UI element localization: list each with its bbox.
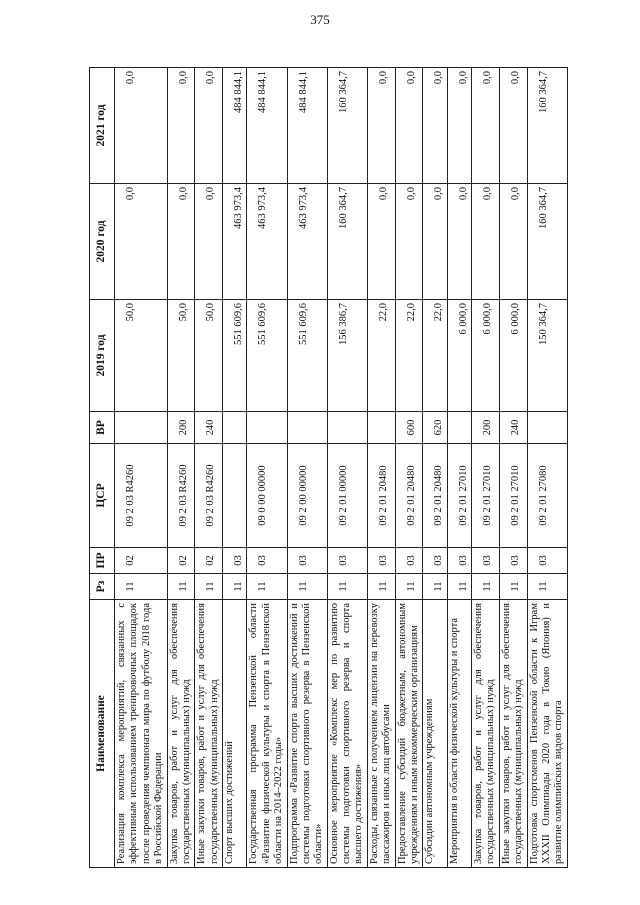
row-2020-cell: 463 973,4 <box>223 184 247 300</box>
row-vr-cell <box>287 412 327 444</box>
table-row <box>499 68 527 868</box>
row-pr-cell: 03 <box>223 548 247 574</box>
row-2020-cell: 160 364,7 <box>527 184 567 300</box>
rotated-page-content <box>89 68 565 868</box>
row-rz-cell: 11 <box>167 574 195 600</box>
row-2019-cell: 156 386,7 <box>327 300 367 412</box>
row-2021-cell: 0,0 <box>167 68 195 184</box>
row-2021-cell: 0,0 <box>472 68 500 184</box>
row-rz-cell: 11 <box>527 574 567 600</box>
row-2019-cell: 551 609,6 <box>247 300 287 412</box>
table-row <box>115 68 168 868</box>
row-2021-cell: 0,0 <box>499 68 527 184</box>
row-2021-cell: 0,0 <box>195 68 223 184</box>
row-csr-cell: 09 2 01 27080 <box>527 444 567 548</box>
row-pr-cell: 02 <box>167 548 195 574</box>
row-rz-cell: 11 <box>447 574 471 600</box>
row-vr-cell <box>447 412 471 444</box>
row-vr-cell: 200 <box>472 412 500 444</box>
row-2020-cell: 0,0 <box>472 184 500 300</box>
row-name-cell: Подпрограмма «Развитие спорта высших достижений и системы подготовки спортивного резерва в Пензенской области» <box>287 600 327 868</box>
header-pr: ПР <box>90 548 115 574</box>
row-vr-cell: 240 <box>499 412 527 444</box>
row-2019-cell: 50,0 <box>115 300 168 412</box>
table-row <box>423 68 447 868</box>
row-csr-cell: 09 2 03 R4260 <box>167 444 195 548</box>
row-2021-cell: 0,0 <box>115 68 168 184</box>
table-row <box>195 68 223 868</box>
row-name-cell: Основное мероприятие «Комплекс мер по развитию системы подготовки спортивного резерва и спорта высшего достижения» <box>327 600 367 868</box>
row-csr-cell: 09 2 03 R4260 <box>195 444 223 548</box>
row-pr-cell: 03 <box>395 548 423 574</box>
row-rz-cell: 11 <box>115 574 168 600</box>
header-2021: 2021 год <box>90 68 115 184</box>
row-rz-cell: 11 <box>195 574 223 600</box>
row-name-cell: Подготовка спортсменов Пензенской области к Играм XXXII Олимпиады 2020 года в Токио (Япония) и развитие олимпийских видов спорта <box>527 600 567 868</box>
row-2019-cell: 6 000,0 <box>499 300 527 412</box>
row-csr-cell: 09 2 01 27010 <box>447 444 471 548</box>
row-2021-cell: 160 364,7 <box>327 68 367 184</box>
row-2020-cell: 0,0 <box>499 184 527 300</box>
row-csr-cell: 09 2 00 00000 <box>287 444 327 548</box>
header-2020: 2020 год <box>90 184 115 300</box>
row-csr-cell: 09 2 01 20480 <box>367 444 395 548</box>
row-2021-cell: 484 844,1 <box>247 68 287 184</box>
row-pr-cell: 02 <box>195 548 223 574</box>
row-2020-cell: 0,0 <box>167 184 195 300</box>
row-2019-cell: 50,0 <box>195 300 223 412</box>
table-row <box>367 68 395 868</box>
row-name-cell: Мероприятия в области физической культуры и спорта <box>447 600 471 868</box>
row-2020-cell: 0,0 <box>367 184 395 300</box>
row-name-cell: Субсидии автономным учреждениям <box>423 600 447 868</box>
table-row <box>447 68 471 868</box>
table-row <box>167 68 195 868</box>
header-rz: Рз <box>90 574 115 600</box>
row-vr-cell: 600 <box>395 412 423 444</box>
row-2020-cell: 463 973,4 <box>247 184 287 300</box>
row-name-cell: Расходы, связанные с получением лицензии на перевозку пассажиров и иных лиц автобусами <box>367 600 395 868</box>
header-name: Наименование <box>90 600 115 868</box>
table-row <box>247 68 287 868</box>
row-name-cell: Иные закупки товаров, работ и услуг для обеспечения государственных (муниципальных) нужд <box>499 600 527 868</box>
table-header-row <box>90 68 115 868</box>
row-2019-cell: 6 000,0 <box>472 300 500 412</box>
table-row <box>472 68 500 868</box>
row-rz-cell: 11 <box>367 574 395 600</box>
row-csr-cell: 09 2 01 27010 <box>472 444 500 548</box>
row-pr-cell: 03 <box>367 548 395 574</box>
row-pr-cell: 03 <box>472 548 500 574</box>
row-rz-cell: 11 <box>395 574 423 600</box>
row-pr-cell: 03 <box>247 548 287 574</box>
row-name-cell: Реализация комплекса мероприятий, связанных с эффективным использованием тренировочных площадок после проведения чемпионата мира по футболу 2018 года в Российской Федерации <box>115 600 168 868</box>
row-pr-cell: 03 <box>527 548 567 574</box>
row-2020-cell: 0,0 <box>423 184 447 300</box>
row-rz-cell: 11 <box>247 574 287 600</box>
row-pr-cell: 03 <box>447 548 471 574</box>
row-2019-cell: 22,0 <box>423 300 447 412</box>
row-2019-cell: 551 609,6 <box>287 300 327 412</box>
row-2020-cell: 0,0 <box>115 184 168 300</box>
page-number: 375 <box>310 12 330 27</box>
row-2021-cell: 0,0 <box>423 68 447 184</box>
row-pr-cell: 03 <box>287 548 327 574</box>
row-2019-cell: 150 364,7 <box>527 300 567 412</box>
row-rz-cell: 11 <box>223 574 247 600</box>
row-2020-cell: 0,0 <box>395 184 423 300</box>
row-vr-cell <box>223 412 247 444</box>
row-csr-cell: 09 2 01 00000 <box>327 444 367 548</box>
row-pr-cell: 03 <box>327 548 367 574</box>
row-2019-cell: 551 609,6 <box>223 300 247 412</box>
row-vr-cell <box>247 412 287 444</box>
row-2021-cell: 160 364,7 <box>527 68 567 184</box>
row-2019-cell: 50,0 <box>167 300 195 412</box>
row-name-cell: Государственная программа Пензенской области «Развитие физической культуры и спорта в Пензенской области на 2014–2022 годы» <box>247 600 287 868</box>
row-vr-cell <box>115 412 168 444</box>
row-rz-cell: 11 <box>327 574 367 600</box>
row-vr-cell <box>367 412 395 444</box>
row-2021-cell: 484 844,1 <box>223 68 247 184</box>
row-vr-cell: 620 <box>423 412 447 444</box>
row-2019-cell: 6 000,0 <box>447 300 471 412</box>
row-rz-cell: 11 <box>499 574 527 600</box>
row-pr-cell: 03 <box>499 548 527 574</box>
row-csr-cell: 09 2 01 20480 <box>395 444 423 548</box>
row-2020-cell: 0,0 <box>195 184 223 300</box>
row-csr-cell: 09 2 03 R4260 <box>115 444 168 548</box>
row-rz-cell: 11 <box>472 574 500 600</box>
row-pr-cell: 02 <box>115 548 168 574</box>
header-2019: 2019 год <box>90 300 115 412</box>
row-vr-cell: 240 <box>195 412 223 444</box>
header-vr: ВР <box>90 412 115 444</box>
row-2019-cell: 22,0 <box>367 300 395 412</box>
row-csr-cell: 09 2 01 27010 <box>499 444 527 548</box>
row-2021-cell: 0,0 <box>395 68 423 184</box>
row-csr-cell <box>223 444 247 548</box>
table-row <box>395 68 423 868</box>
row-vr-cell: 200 <box>167 412 195 444</box>
row-2020-cell: 160 364,7 <box>327 184 367 300</box>
row-name-cell: Спорт высших достижений <box>223 600 247 868</box>
table-row <box>327 68 367 868</box>
row-2020-cell: 0,0 <box>447 184 471 300</box>
row-name-cell: Иные закупки товаров, работ и услуг для обеспечения государственных (муниципальных) нужд <box>195 600 223 868</box>
row-csr-cell: 09 0 00 00000 <box>247 444 287 548</box>
table-row <box>287 68 327 868</box>
row-vr-cell <box>327 412 367 444</box>
header-csr: ЦСР <box>90 444 115 548</box>
row-name-cell: Предоставление субсидий бюджетным, автономным учреждениям и иным некоммерческим организациям <box>395 600 423 868</box>
row-2019-cell: 22,0 <box>395 300 423 412</box>
table-row <box>223 68 247 868</box>
row-2021-cell: 484 844,1 <box>287 68 327 184</box>
row-2020-cell: 463 973,4 <box>287 184 327 300</box>
row-csr-cell: 09 2 01 20480 <box>423 444 447 548</box>
budget-table <box>89 67 568 868</box>
row-2021-cell: 0,0 <box>367 68 395 184</box>
row-rz-cell: 11 <box>423 574 447 600</box>
row-name-cell: Закупка товаров, работ и услуг для обеспечения государственных (муниципальных) нужд <box>472 600 500 868</box>
row-rz-cell: 11 <box>287 574 327 600</box>
row-2021-cell: 0,0 <box>447 68 471 184</box>
table-row <box>527 68 567 868</box>
row-name-cell: Закупка товаров, работ и услуг для обеспечения государственных (муниципальных) нужд <box>167 600 195 868</box>
row-vr-cell <box>527 412 567 444</box>
row-pr-cell: 03 <box>423 548 447 574</box>
